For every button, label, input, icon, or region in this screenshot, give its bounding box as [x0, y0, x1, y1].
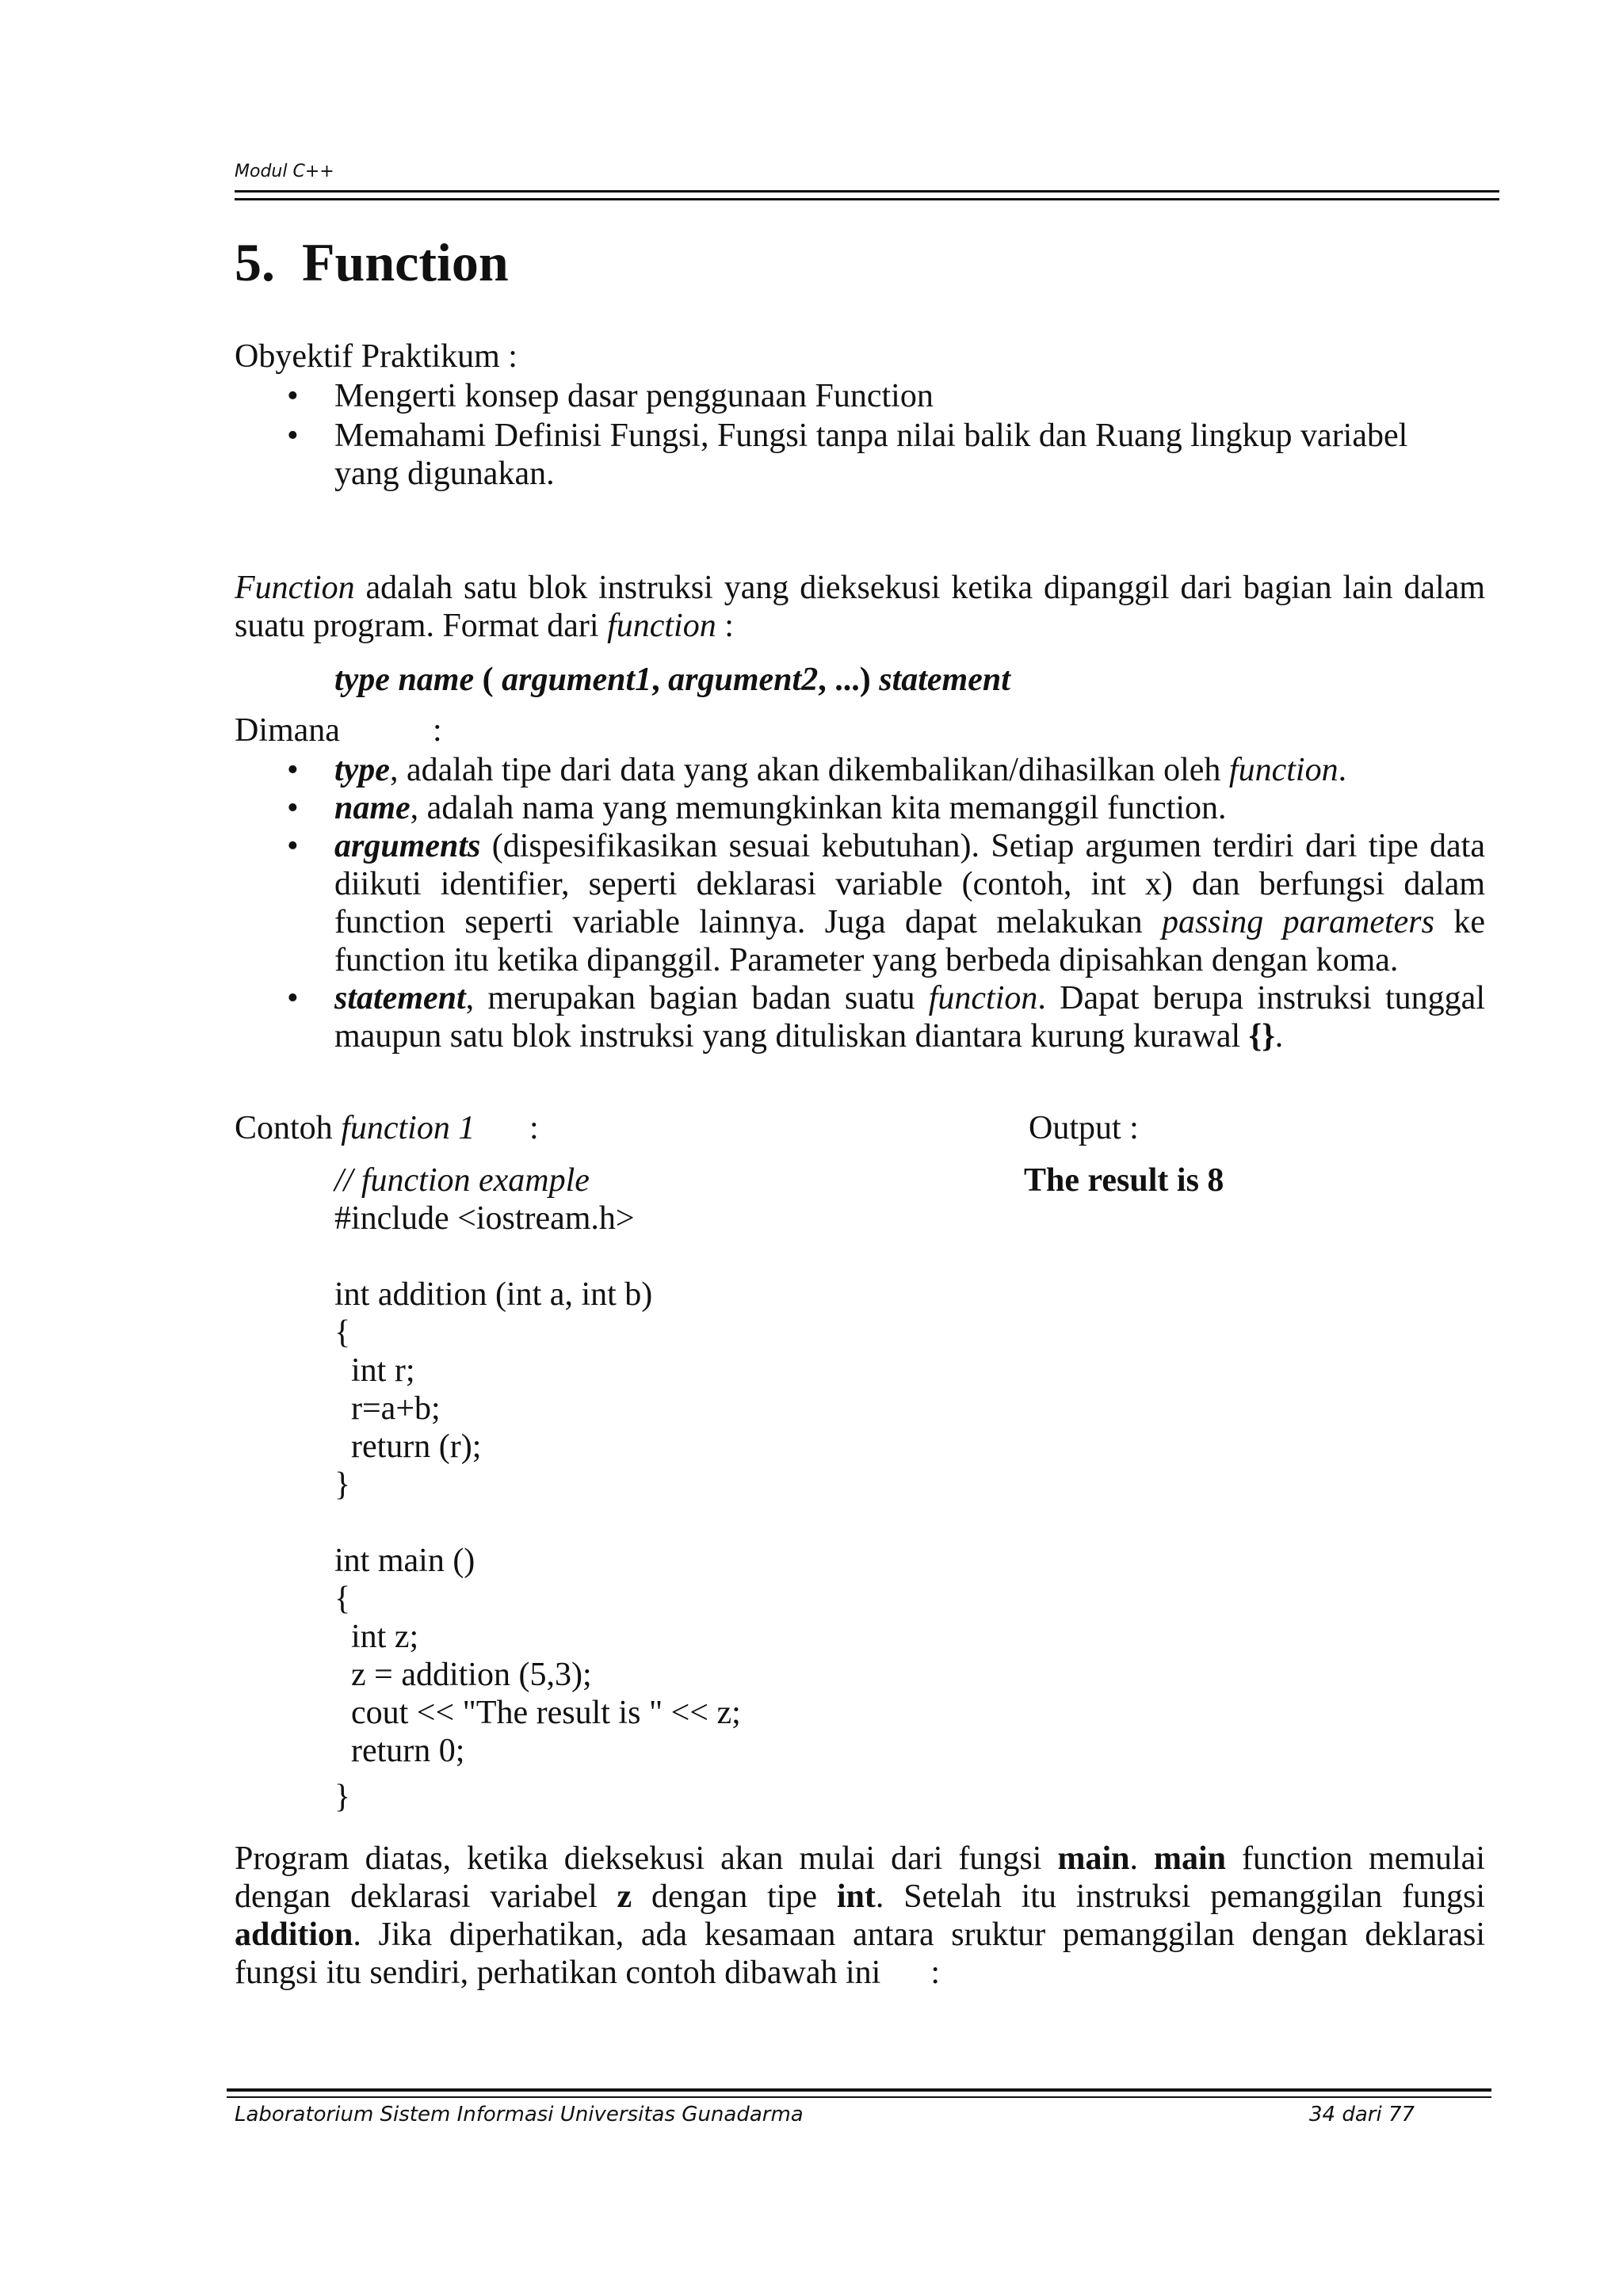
function-format: type name ( argument1, argument2, ...) statement — [334, 662, 1010, 698]
code-line: return (r); — [334, 1428, 482, 1465]
chapter-name: Function — [302, 232, 509, 292]
code-line: #include <iostream.h> — [334, 1200, 635, 1237]
code-line: int r; — [334, 1352, 415, 1389]
code-comment: // function example — [334, 1162, 590, 1199]
dimana-label: Dimana — [235, 712, 340, 749]
list-item: • statement, merupakan bagian badan suatu function. Dapat berupa instruksi tunggal maupun satu blok instruksi yang dituliskan diantara kurung kurawal {}. — [287, 980, 1485, 1055]
footer-rule-top — [227, 2088, 1491, 2092]
code-block — [334, 1161, 741, 1816]
code-line: cout << "The result is " << z; — [334, 1695, 741, 1731]
objectives-list — [235, 377, 1479, 493]
chapter-title — [235, 231, 509, 294]
code-line: return 0; — [334, 1733, 465, 1769]
output-label: Output : — [1029, 1110, 1139, 1146]
output-value: The result is 8 — [1024, 1162, 1224, 1199]
code-line: } — [334, 1779, 351, 1815]
footer-lab: Laboratorium Sistem Informasi Universitas Gunadarma — [235, 2103, 804, 2126]
code-line — [334, 1504, 741, 1542]
list-item: • arguments (dispesifikasikan sesuai kebutuhan). Setiap argumen terdiri dari tipe data diikuti identifier, seperti deklarasi variable (contoh, int x) dan berfungsi dalam function seperti variable lainnya. Juga dapat melakukan passing parameters ke function itu ketika dipanggil. Parameter yang berbeda dipisahkan dengan koma. — [287, 828, 1485, 978]
example-colon: : — [529, 1110, 539, 1146]
header-rule-top — [235, 190, 1499, 193]
list-item: • Memahami Definisi Fungsi, Fungsi tanpa nilai balik dan Ruang lingkup variabel yang digunakan. — [287, 418, 1408, 492]
code-line: { — [334, 1314, 351, 1351]
definitions-list — [235, 751, 1485, 1055]
code-line — [334, 1238, 741, 1276]
intro-paragraph: Function adalah satu blok instruksi yang dieksekusi ketika dipanggil dari bagian lain dalam suatu program. Format dari function : — [235, 570, 1485, 644]
list-item: • Mengerti konsep dasar penggunaan Function — [287, 378, 934, 414]
objectives-label: Obyektif Praktikum : — [235, 338, 517, 375]
code-line: int z; — [334, 1619, 419, 1655]
running-header: Modul C++ — [235, 162, 334, 181]
code-line: { — [334, 1581, 351, 1617]
code-line: } — [334, 1466, 351, 1503]
footer-page-number: 34 dari 77 — [1309, 2103, 1415, 2126]
code-line: int addition (int a, int b) — [334, 1276, 653, 1313]
code-line: int main () — [334, 1543, 475, 1579]
header-rule-bottom — [235, 198, 1499, 200]
code-line: r=a+b; — [334, 1390, 441, 1427]
list-item: • type, adalah tipe dari data yang akan dikembalikan/dihasilkan oleh function. — [287, 752, 1347, 788]
explanation-paragraph: Program diatas, ketika dieksekusi akan mulai dari fungsi main. main function memulai dengan deklarasi variabel z dengan tipe int. Setelah itu instruksi pemanggilan fungsi addition. Jika diperhatikan, ada kesamaan antara sruktur pemanggilan dengan deklarasi fungsi itu sendiri, perhatikan contoh dibawah ini : — [235, 1840, 1485, 1991]
example-label: Contoh function 1 — [235, 1110, 475, 1146]
footer-rule-bottom — [227, 2096, 1491, 2098]
chapter-number: 5. — [235, 232, 275, 292]
dimana-colon: : — [433, 712, 442, 749]
code-line: z = addition (5,3); — [334, 1657, 592, 1693]
list-item: • name, adalah nama yang memungkinkan kita memanggil function. — [287, 790, 1227, 826]
